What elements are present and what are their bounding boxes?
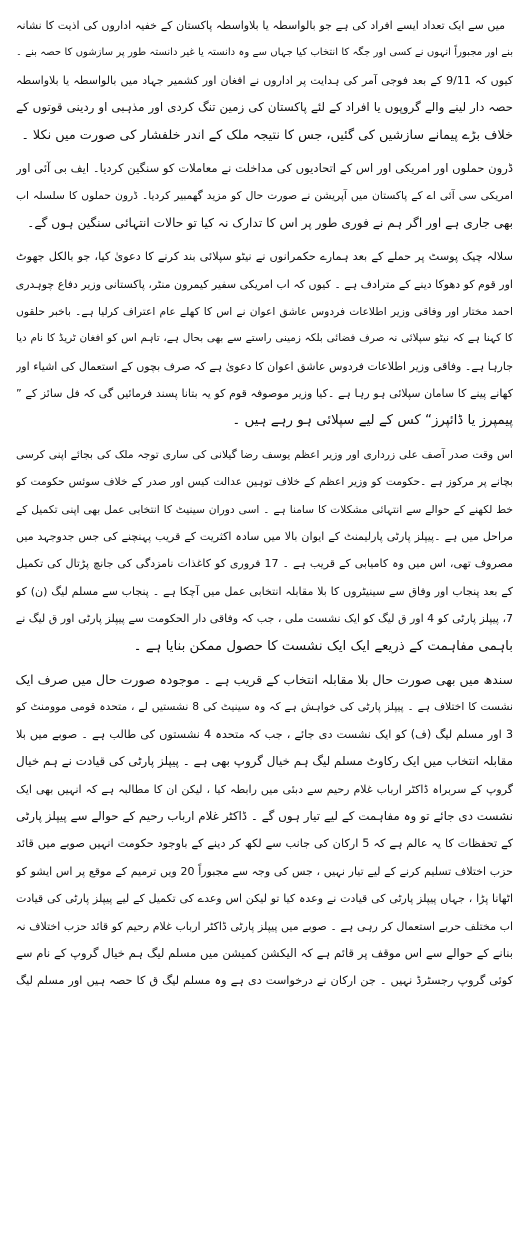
text-line: اس وقت صدر آصف علی زرداری اور وزیر اعظم یوسف رضا گیلانی کی ساری توجہ ملک کی بجائے اپنی کرسی [16,447,513,461]
article-paragraph-3 [16,243,513,435]
text-line: باہمی مفاہمت کے ذریعے ایک ایک نشست کا حصول ممکن بنایا ہے ۔ [133,638,513,654]
text-line: بچانے پر مرکوز ہے ۔حکومت کو وزیر اعظم کے خلاف توہین عدالت کیس اور صدر کے خلاف سوئس حکومت کو [16,475,513,489]
text-line: اب مختلف حربے استعمال کر رہی ہے ۔ صوبے میں پیپلز پارٹی ڈاکٹر ارباب غلام رحیم کو قائد حزب اختلاف نہ [16,919,513,933]
text-line: سندھ میں بھی صورت حال بلا مقابلہ انتخاب کے قریب ہے ۔ موجودہ صورت حال میں صرف ایک [16,671,513,687]
text-line: میں سے ایک تعداد ایسے افراد کی ہے جو بالواسطہ یا بلاواسطہ پاکستان کے خفیہ اداروں کی اذیت کا نشانہ [16,19,505,32]
text-line: کے بعد پنجاب اور وفاق سے سینیٹروں کا بلا مقابلہ انتخابی عمل میں آچکا ہے ۔ پنجاب سے مسلم لیگ (ن) کو [16,584,513,598]
text-line: اٹھانا پڑا ، جہاں پیپلز پارٹی کی قیادت نے وعدہ کیا تو لیکن اس وعدے کی تکمیل کے لیے پیپلز پارٹی کی قیادت [16,892,513,906]
text-line: کیوں کہ 9/11 کے بعد فوجی آمر کی ہدایت پر اداروں نے افغان اور کشمیر جہاد میں بالواسطہ یا بلاواسطہ [16,73,513,87]
text-line: 3 اور مسلم لیگ (ف) کو ایک نشست دی جائے ، جب کہ متحدہ 4 نشستوں کی طالب ہے ۔ صوبے میں بلا [16,727,513,741]
article-paragraph-4 [16,441,513,660]
text-line: کوئی گروپ رجسٹرڈ نہیں ۔ جن ارکان نے درخواست دی ہے وہ مسلم لیگ ق کا حصہ ہیں اور مسلم لیگ [16,974,513,988]
article-paragraph-2 [16,155,513,237]
text-line: سلالہ چیک پوسٹ پر حملے کے بعد ہمارے حکمرانوں نے نیٹو سپلائی بند کرنے کا دعویٰ کیا، جو بالکل جھوٹ [16,250,513,264]
text-line: پیمپرز یا ڈائپرز“ کس کے لیے سپلائی ہو رہے ہیں ۔ [232,413,513,429]
text-line: خلاف بڑے پیمانے سازشیں کی گئیں، جس کا نتیجہ ملک کے اندر خلفشار کی صورت میں نکلا ۔ [21,127,513,143]
text-line: جارہا ہے۔ وفاقی وزیر اطلاعات فردوس عاشق اعوان کا دعویٰ ہے کہ صرف بچوں کے استعمال کی اشیاء اور [16,359,513,373]
text-line: اور قوم کو دھوکا دینے کے مترادف ہے ۔ کیوں کہ اب امریکی سفیر کیمرون منٹر، پاکستانی وزیر دفاع چوہدری [16,277,513,291]
text-line: کے تحفظات کا یہ عالم ہے کہ 5 ارکان کی جانب سے لکھ کر دینے کے باوجود حکومت انہیں صوبے میں قائد [16,837,513,851]
text-line: مراحل میں ہے ۔پیپلز پارٹی پارلیمنٹ کے ایوان بالا میں سادہ اکثریت کے قریب پہنچنے کی جس جدوجہد میں [16,530,513,544]
text-line: کھانے پینے کا سامان سپلائی ہو رہا ہے ۔کیا وزیر موصوفہ قوم کو یہ بتانا پسند فرمائیں گی کہ فل سائز کے ” [16,387,513,401]
text-line: نشست دی جائے تو وہ مفاہمت کے لیے تیار ہوں گے ۔ ڈاکٹر غلام ارباب رحیم کے حوالے سے پیپلز پارٹی [16,808,513,823]
article-paragraph-1 [16,12,513,149]
text-line: احمد مختار اور وفاقی وزیر اطلاعات فردوس عاشق اعوان نے اس کا کھلے عام اعتراف کرلیا ہے۔ باخبر حلقوں [16,304,513,318]
text-line: بنے اور مجبوراً انہوں نے کسی اور جگہ کا انتخاب کیا جہاں سے وہ دانستہ یا غیر دانستہ طور پر سازشوں کا حصہ بنے ۔ [16,47,513,59]
text-line: خط لکھنے کے حوالے سے انتہائی مشکلات کا سامنا ہے ۔ اسی دوران سینیٹ کا انتخابی عمل بھی اپنی تکمیل کے [16,502,513,516]
text-line: ڈرون حملوں اور امریکی اور اس کے اتحادیوں کی مداخلت نے معاملات کو سنگین کردیا۔ ایف بی آئی اور [16,160,513,175]
text-line: حزب اختلاف تسلیم کرنے کے لیے تیار نہیں ، جس کی وجہ سے مجبوراً 20 ویں ترمیم کے موقع پر اس ایشو کو [16,864,513,878]
text-line: گروپ کے سربراہ ڈاکٹر ارباب غلام رحیم سے دبئی میں رابطہ کیا ، لیکن ان کا مطالبہ ہے کہ انہیں بھی ایک [16,782,513,796]
text-line: 7، پیپلز پارٹی کو 4 اور ق لیگ کو ایک نشست ملی ، جب کہ وفاقی دار الحکومت سے پیپلز پارٹی اور ق لیگ نے [16,612,513,626]
text-line: نشست کا اختلاف ہے ۔ پیپلز پارٹی کی خواہش ہے کہ وہ سینیٹ کی 8 نشستیں لے ، متحدہ قومی موومنٹ کو [16,700,513,714]
text-line: بھی جاری ہے اور اگر ہم نے فوری طور پر اس کا تدارک نہ کیا تو حالات انتہائی سنگین ہوں گے۔ [27,215,513,230]
text-line: امریکی سی آئی اے کے پاکستان میں آپریشن نے صورت حال کو مزید گھمبیر کردیا۔ ڈرون حملوں کا سلسلہ اب [16,189,513,203]
text-line: کا کہنا ہے کہ نیٹو سپلائی نہ صرف فضائی بلکہ زمینی راستے سے بھی بحال ہے، تاہم اس کو افغان ٹریڈ کا نام دیا [16,332,513,345]
text-line: حصہ دار لینے والے گروپوں یا افراد کے لئے پاکستان کی زمین تنگ کردی اور مذہبی او ردینی قوتوں کے [16,100,513,115]
text-line: مصروف تھی، اس میں وہ کامیابی کے قریب ہے ۔ 17 فروری کو کاغذات نامزدگی کی جانچ پڑتال کی تکمیل [16,557,513,571]
text-line: مقابلہ انتخاب میں ایک رکاوٹ مسلم لیگ ہم خیال گروپ بھی ہے ۔ پیپلز پارٹی کی قیادت نے ہم خیال [16,754,513,769]
article-paragraph-5 [16,666,513,995]
text-line: بنانے کے حوالے سے اس موقف پر قائم ہے کہ الیکشن کمیشن میں مسلم لیگ ہم خیال گروپ کے نام سے [16,945,513,960]
